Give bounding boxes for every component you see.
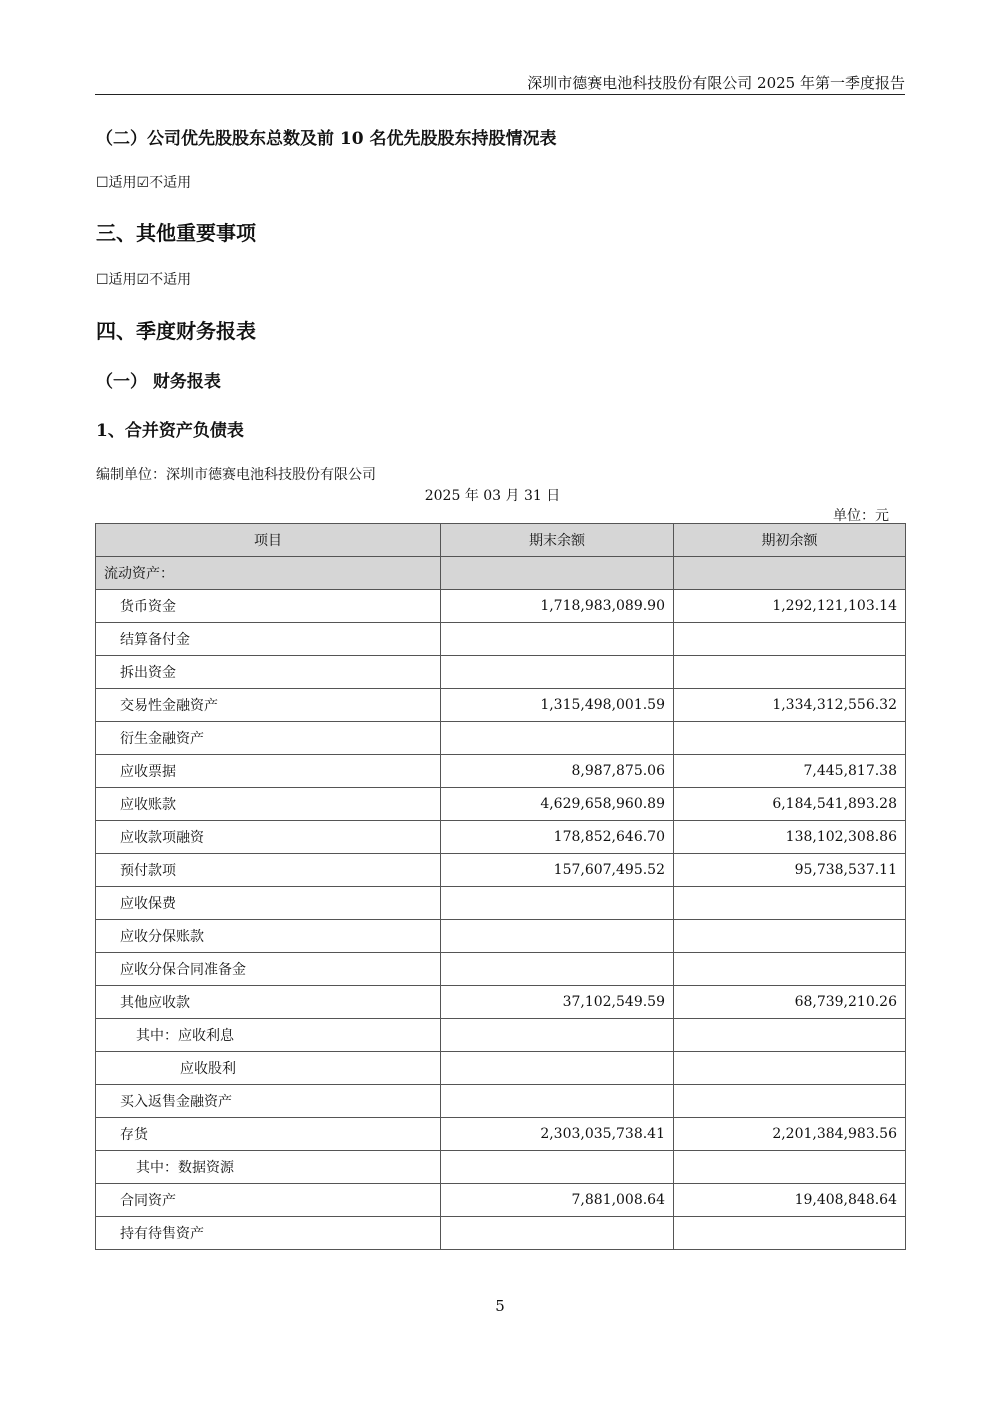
table-row: [96, 590, 906, 623]
row-label: 其中：应收利息: [96, 1019, 441, 1052]
row-period-end-value: [441, 623, 674, 656]
row-period-end-value: [441, 953, 674, 986]
row-period-begin-value: [674, 557, 906, 590]
row-period-begin-value: [674, 1217, 906, 1250]
row-period-begin-value: [674, 920, 906, 953]
table-row: [96, 788, 906, 821]
table-header-row: [96, 524, 906, 557]
row-period-begin-value: 68,739,210.26: [674, 986, 906, 1019]
table-row: [96, 656, 906, 689]
table-row: [96, 755, 906, 788]
row-label: 买入返售金融资产: [96, 1085, 441, 1118]
table-row: [96, 986, 906, 1019]
section-financial-heading: 四、季度财务报表: [96, 319, 256, 343]
row-period-end-value: 4,629,658,960.89: [441, 788, 674, 821]
table-row: [96, 722, 906, 755]
row-label: 应收保费: [96, 887, 441, 920]
row-period-end-value: 8,987,875.06: [441, 755, 674, 788]
table-row: [96, 1118, 906, 1151]
row-period-begin-value: 95,738,537.11: [674, 854, 906, 887]
row-period-end-value: [441, 1217, 674, 1250]
section-preferred-applicability: ☐适用☑不适用: [96, 175, 192, 191]
table-row: [96, 1151, 906, 1184]
row-period-end-value: [441, 557, 674, 590]
table-row: [96, 689, 906, 722]
balance-sheet-heading: 1、合并资产负债表: [96, 421, 244, 441]
row-label: 货币资金: [96, 590, 441, 623]
row-label: 应收分保合同准备金: [96, 953, 441, 986]
table-row: [96, 1217, 906, 1250]
row-period-end-value: 157,607,495.52: [441, 854, 674, 887]
row-label: 合同资产: [96, 1184, 441, 1217]
row-period-begin-value: [674, 1052, 906, 1085]
row-period-end-value: [441, 722, 674, 755]
table-row: [96, 920, 906, 953]
row-period-begin-value: [674, 623, 906, 656]
row-period-end-value: [441, 920, 674, 953]
row-period-begin-value: 6,184,541,893.28: [674, 788, 906, 821]
row-period-end-value: [441, 1085, 674, 1118]
row-period-end-value: 1,718,983,089.90: [441, 590, 674, 623]
table-row: [96, 854, 906, 887]
row-label: 其中：数据资源: [96, 1151, 441, 1184]
balance-sheet-table: [95, 523, 906, 1250]
column-header-period-begin: 期初余额: [674, 524, 906, 557]
row-period-begin-value: 7,445,817.38: [674, 755, 906, 788]
row-label: 应收账款: [96, 788, 441, 821]
row-period-begin-value: [674, 656, 906, 689]
currency-unit: 单位：元: [833, 508, 889, 524]
row-period-begin-value: 19,408,848.64: [674, 1184, 906, 1217]
section-other-heading: 三、其他重要事项: [96, 221, 256, 245]
section-preferred-heading: （二）公司优先股股东总数及前 10 名优先股股东持股情况表: [96, 129, 557, 149]
table-row: [96, 1019, 906, 1052]
row-period-begin-value: 2,201,384,983.56: [674, 1118, 906, 1151]
row-period-end-value: [441, 656, 674, 689]
row-label: 应收票据: [96, 755, 441, 788]
row-period-begin-value: [674, 1019, 906, 1052]
row-period-begin-value: 1,292,121,103.14: [674, 590, 906, 623]
row-label: 衍生金融资产: [96, 722, 441, 755]
table-row: [96, 557, 906, 590]
column-header-item: 项目: [96, 524, 441, 557]
preparer-line: 编制单位：深圳市德赛电池科技股份有限公司: [96, 467, 376, 483]
row-period-end-value: 7,881,008.64: [441, 1184, 674, 1217]
row-period-end-value: 178,852,646.70: [441, 821, 674, 854]
page-number: 5: [495, 1297, 505, 1315]
table-row: [96, 1085, 906, 1118]
report-title: 深圳市德赛电池科技股份有限公司 2025 年第一季度报告: [527, 74, 905, 92]
row-label: 持有待售资产: [96, 1217, 441, 1250]
row-period-end-value: 37,102,549.59: [441, 986, 674, 1019]
row-period-begin-value: [674, 1085, 906, 1118]
row-period-begin-value: [674, 722, 906, 755]
row-period-end-value: [441, 887, 674, 920]
table-row: [96, 953, 906, 986]
row-label: 应收分保账款: [96, 920, 441, 953]
row-period-begin-value: [674, 1151, 906, 1184]
table-row: [96, 623, 906, 656]
table-row: [96, 821, 906, 854]
financial-statements-subheading: （一） 财务报表: [96, 372, 221, 392]
row-period-begin-value: 138,102,308.86: [674, 821, 906, 854]
table-row: [96, 887, 906, 920]
row-period-begin-value: [674, 887, 906, 920]
row-period-end-value: 2,303,035,738.41: [441, 1118, 674, 1151]
row-label: 流动资产：: [96, 557, 441, 590]
row-label: 预付款项: [96, 854, 441, 887]
section-other-applicability: ☐适用☑不适用: [96, 272, 192, 288]
row-label: 结算备付金: [96, 623, 441, 656]
table-row: [96, 1184, 906, 1217]
row-period-end-value: 1,315,498,001.59: [441, 689, 674, 722]
table-row: [96, 1052, 906, 1085]
column-header-period-end: 期末余额: [441, 524, 674, 557]
row-label: 交易性金融资产: [96, 689, 441, 722]
row-label: 应收股利: [96, 1052, 441, 1085]
statement-date: 2025 年 03 月 31 日: [424, 488, 561, 504]
row-period-end-value: [441, 1052, 674, 1085]
row-period-end-value: [441, 1019, 674, 1052]
row-period-begin-value: [674, 953, 906, 986]
row-label: 拆出资金: [96, 656, 441, 689]
row-label: 应收款项融资: [96, 821, 441, 854]
row-period-end-value: [441, 1151, 674, 1184]
row-period-begin-value: 1,334,312,556.32: [674, 689, 906, 722]
page-header: [95, 66, 905, 95]
row-label: 其他应收款: [96, 986, 441, 1019]
row-label: 存货: [96, 1118, 441, 1151]
